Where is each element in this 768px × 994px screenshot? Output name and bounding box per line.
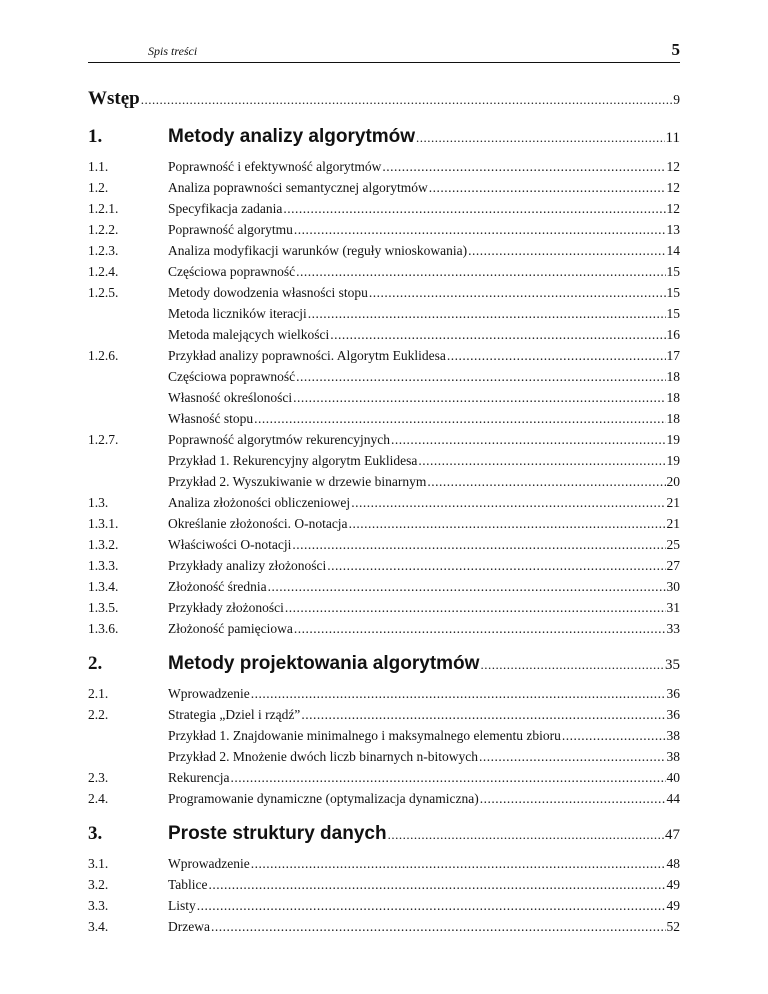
section-title: Analiza modyfikacji warunków (reguły wnioskowania): [168, 243, 468, 258]
section-page: 21: [666, 516, 680, 531]
dot-leader: [351, 492, 665, 513]
chapter-number: 1.: [88, 126, 103, 147]
page-number: 5: [671, 40, 680, 59]
dot-leader: [416, 125, 665, 151]
dot-leader: [197, 895, 666, 916]
dot-leader: [292, 534, 665, 555]
dot-leader: [301, 704, 665, 725]
section-title: Właściwości O-notacji: [168, 537, 292, 552]
section-page: 12: [666, 159, 680, 174]
section-title: Częściowa poprawność: [168, 264, 296, 279]
toc-entry-row: [88, 788, 680, 809]
section-page: 18: [666, 369, 680, 384]
dot-leader: [391, 429, 666, 450]
section-title: Przykład 2. Wyszukiwanie w drzewie binarnym: [168, 474, 427, 489]
intro-page: 9: [673, 92, 680, 107]
toc-chapter-row: [88, 821, 680, 847]
section-page: 19: [666, 453, 680, 468]
chapter-page: 35: [665, 657, 680, 673]
section-number: 2.3.: [88, 770, 109, 785]
chapter-number: 2.: [88, 653, 103, 674]
toc-entry-row: [88, 156, 680, 177]
section-number: 1.2.5.: [88, 285, 119, 300]
section-number: 3.4.: [88, 919, 109, 934]
dot-leader: [211, 916, 666, 937]
section-number: 3.2.: [88, 877, 109, 892]
section-title: Metody dowodzenia własności stopu: [168, 285, 368, 300]
section-page: 12: [666, 201, 680, 216]
section-title: Specyfikacja zadania: [168, 201, 283, 216]
dot-leader: [480, 788, 666, 809]
section-title: Poprawność algorytmu: [168, 222, 293, 237]
dot-leader: [330, 324, 665, 345]
toc-entry-row: [88, 683, 680, 704]
section-title: Własność określoności: [168, 390, 293, 405]
dot-leader: [296, 261, 665, 282]
dot-leader: [283, 198, 665, 219]
section-title: Złożoność pamięciowa: [168, 621, 293, 636]
section-page: 18: [666, 411, 680, 426]
toc-entry-row: [88, 345, 680, 366]
section-number: 3.1.: [88, 856, 109, 871]
section-number: 3.3.: [88, 898, 109, 913]
section-title: Metoda liczników iteracji: [168, 306, 307, 321]
dot-leader: [369, 282, 666, 303]
section-title: Rekurencja: [168, 770, 230, 785]
dot-leader: [427, 471, 665, 492]
table-of-contents: [88, 86, 680, 937]
section-number: 1.2.7.: [88, 432, 119, 447]
section-title: Programowanie dynamiczne (optymalizacja dynamiczna): [168, 791, 479, 806]
dot-leader: [254, 408, 665, 429]
dot-leader: [268, 576, 666, 597]
section-page: 31: [666, 600, 680, 615]
toc-entry-row: [88, 471, 680, 492]
chapter-title: Proste struktury danych: [168, 823, 387, 844]
section-page: 13: [666, 222, 680, 237]
section-number: 1.2.4.: [88, 264, 119, 279]
toc-entry-row: [88, 597, 680, 618]
section-title: Złożoność średnia: [168, 579, 267, 594]
section-page: 48: [666, 856, 680, 871]
dot-leader: [382, 156, 665, 177]
section-title: Metoda malejących wielkości: [168, 327, 330, 342]
section-page: 20: [666, 474, 680, 489]
section-title: Przykład 1. Znajdowanie minimalnego i maksymalnego elementu zbioru: [168, 728, 561, 743]
toc-entry-row: [88, 366, 680, 387]
toc-entry-row: [88, 324, 680, 345]
section-number: 1.3.: [88, 495, 109, 510]
section-number: 1.1.: [88, 159, 109, 174]
section-title: Własność stopu: [168, 411, 254, 426]
section-number: 1.3.4.: [88, 579, 119, 594]
section-number: 1.2.2.: [88, 222, 119, 237]
section-page: 40: [666, 770, 680, 785]
section-page: 15: [666, 264, 680, 279]
dot-leader: [308, 303, 666, 324]
section-page: 44: [666, 791, 680, 806]
toc-entry-row: [88, 895, 680, 916]
section-title: Przykłady analizy złożoności: [168, 558, 327, 573]
section-title: Przykład 2. Mnożenie dwóch liczb binarnych n-bitowych: [168, 749, 479, 764]
section-page: 14: [666, 243, 680, 258]
toc-entry-row: [88, 408, 680, 429]
section-page: 38: [666, 749, 680, 764]
section-page: 15: [666, 285, 680, 300]
section-page: 12: [666, 180, 680, 195]
dot-leader: [480, 652, 664, 678]
section-title: Tablice: [168, 877, 208, 892]
section-number: 1.3.6.: [88, 621, 119, 636]
toc-entry-row: [88, 853, 680, 874]
dot-leader: [447, 345, 666, 366]
section-number: 1.3.5.: [88, 600, 119, 615]
section-page: 19: [666, 432, 680, 447]
dot-leader: [429, 177, 666, 198]
section-page: 15: [666, 306, 680, 321]
dot-leader: [209, 874, 666, 895]
running-header: [88, 40, 680, 63]
toc-chapter-row: [88, 651, 680, 677]
section-title: Wprowadzenie: [168, 856, 250, 871]
section-number: 1.3.2.: [88, 537, 119, 552]
section-page: 33: [666, 621, 680, 636]
section-number: 1.3.1.: [88, 516, 119, 531]
toc-entry-row: [88, 704, 680, 725]
section-title: Poprawność algorytmów rekurencyjnych: [168, 432, 390, 447]
dot-leader: [479, 746, 665, 767]
dot-leader: [293, 387, 665, 408]
section-page: 36: [666, 707, 680, 722]
dot-leader: [230, 767, 665, 788]
section-number: 1.2.1.: [88, 201, 119, 216]
section-title: Wprowadzenie: [168, 686, 250, 701]
dot-leader: [294, 618, 666, 639]
section-title: Przykład analizy poprawności. Algorytm Euklidesa: [168, 348, 446, 363]
toc-entry-row: [88, 725, 680, 746]
dot-leader: [418, 450, 665, 471]
toc-entry-row: [88, 916, 680, 937]
section-page: 30: [666, 579, 680, 594]
section-title: Listy: [168, 898, 196, 913]
dot-leader: [388, 822, 664, 848]
dot-leader: [285, 597, 666, 618]
chapter-title: Metody analizy algorytmów: [168, 126, 416, 147]
dot-leader: [294, 219, 666, 240]
chapter-page: 47: [665, 827, 680, 843]
dot-leader: [251, 683, 666, 704]
section-number: 2.2.: [88, 707, 109, 722]
toc-entry-row: [88, 746, 680, 767]
section-title: Przykłady złożoności: [168, 600, 284, 615]
chapter-page: 11: [665, 130, 680, 146]
section-page: 49: [666, 877, 680, 892]
toc-entry-row: [88, 387, 680, 408]
section-title: Poprawność i efektywność algorytmów: [168, 159, 382, 174]
chapter-number: 3.: [88, 823, 103, 844]
section-page: 49: [666, 898, 680, 913]
toc-entry-row: [88, 534, 680, 555]
dot-leader: [251, 853, 666, 874]
section-number: 1.3.3.: [88, 558, 119, 573]
section-number: 1.2.3.: [88, 243, 119, 258]
toc-entry-row: [88, 492, 680, 513]
toc-entry-row: [88, 198, 680, 219]
dot-leader: [296, 366, 665, 387]
section-page: 25: [666, 537, 680, 552]
toc-entry-row: [88, 303, 680, 324]
toc-entry-row: [88, 618, 680, 639]
toc-entry-row: [88, 874, 680, 895]
toc-entry-row: [88, 177, 680, 198]
section-title: Analiza poprawności semantycznej algorytmów: [168, 180, 428, 195]
toc-entry-row: [88, 261, 680, 282]
section-title: Analiza złożoności obliczeniowej: [168, 495, 351, 510]
section-page: 21: [666, 495, 680, 510]
section-page: 17: [666, 348, 680, 363]
section-title: Przykład 1. Rekurencyjny algorytm Euklidesa: [168, 453, 418, 468]
toc-entry-row: [88, 513, 680, 534]
toc-entry-row: [88, 555, 680, 576]
toc-entry-row: [88, 450, 680, 471]
toc-chapter-row: [88, 124, 680, 150]
toc-entry-row: [88, 219, 680, 240]
running-title: Spis treści: [148, 44, 198, 58]
toc-entry-row: [88, 282, 680, 303]
section-number: 2.1.: [88, 686, 109, 701]
chapter-title: Metody projektowania algorytmów: [168, 653, 480, 674]
section-page: 18: [666, 390, 680, 405]
section-page: 36: [666, 686, 680, 701]
section-title: Częściowa poprawność: [168, 369, 296, 384]
section-page: 16: [666, 327, 680, 342]
toc-entry-row: [88, 576, 680, 597]
dot-leader: [327, 555, 665, 576]
toc-entry-row: [88, 429, 680, 450]
dot-leader: [349, 513, 666, 534]
section-number: 1.2.6.: [88, 348, 119, 363]
section-page: 27: [666, 558, 680, 573]
dot-leader: [141, 87, 673, 113]
dot-leader: [562, 725, 666, 746]
toc-entry-row: [88, 767, 680, 788]
dot-leader: [468, 240, 665, 261]
toc-entry-row: [88, 240, 680, 261]
section-page: 52: [666, 919, 680, 934]
toc-intro-row: [88, 86, 680, 112]
section-page: 38: [666, 728, 680, 743]
section-number: 1.2.: [88, 180, 109, 195]
section-number: 2.4.: [88, 791, 109, 806]
section-title: Określanie złożoności. O-notacja: [168, 516, 348, 531]
section-title: Strategia „Dziel i rządź”: [168, 707, 301, 722]
section-title: Drzewa: [168, 919, 210, 934]
intro-title: Wstęp: [88, 88, 140, 109]
